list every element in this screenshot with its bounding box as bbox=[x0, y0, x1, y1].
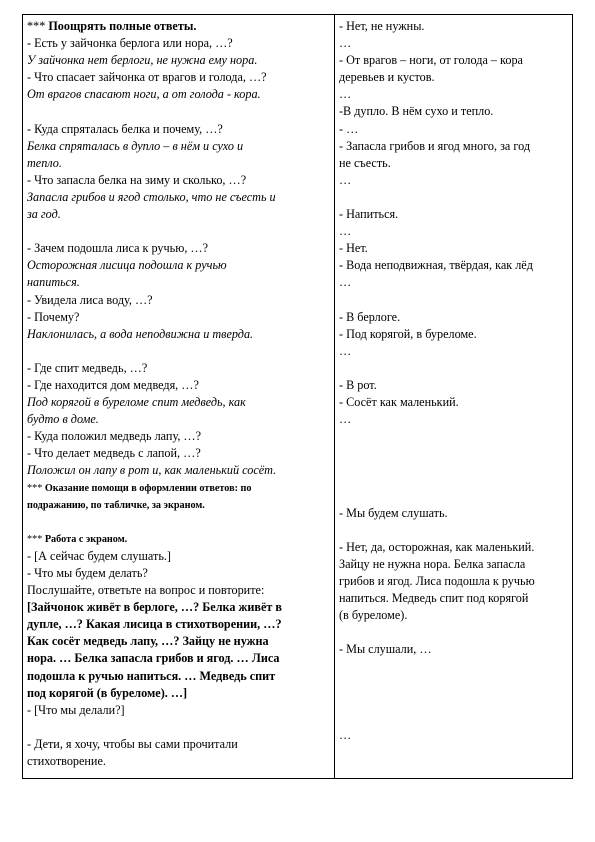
question: - Что мы будем делать? bbox=[27, 566, 148, 580]
sample-answer: Под корягой в буреломе спит медведь, как bbox=[27, 395, 246, 410]
pupil-answer: … bbox=[339, 343, 352, 358]
screen-prompt: Как сосёт медведь лапу, …? Зайцу не нужна bbox=[27, 634, 269, 649]
pupil-answer: не съесть. bbox=[339, 155, 391, 170]
pupil-answer: … bbox=[339, 275, 352, 290]
screen-prompt: подошла к ручью напиться. … Медведь спит bbox=[27, 668, 276, 683]
pupil-answer: Зайцу не нужна нора. Белка запасла bbox=[339, 556, 526, 571]
sample-answer: тепло. bbox=[27, 155, 62, 170]
pupil-answer: … bbox=[339, 87, 352, 102]
pupil-answer: - Сосёт как маленький. bbox=[339, 395, 459, 410]
question: - Увидела лиса воду, …? bbox=[27, 292, 153, 307]
pupil-column bbox=[339, 18, 569, 744]
pupil-answer: деревьев и кустов. bbox=[339, 70, 435, 85]
sample-answer: У зайчонка нет берлоги, не нужна ему нора. bbox=[27, 53, 258, 68]
question: - Есть у зайчонка берлога или нора, …? bbox=[27, 36, 233, 51]
pupil-answer: - От врагов – ноги, от голода – кора bbox=[339, 53, 523, 68]
sample-answer: Положил он лапу в рот и, как маленький сосёт. bbox=[27, 463, 277, 478]
sample-answer: за год. bbox=[27, 207, 61, 222]
sample-answer: Наклонилась, а вода неподвижна и тверда. bbox=[27, 326, 254, 341]
screen-prompt: [Зайчонок живёт в берлоге, …? Белка живёт в bbox=[27, 600, 282, 615]
pupil-answer: - В рот. bbox=[339, 377, 377, 392]
pupil-answer: -В дупло. В нём сухо и тепло. bbox=[339, 104, 494, 119]
sample-answer: От врагов спасают ноги, а от голода - кора. bbox=[27, 87, 261, 102]
sample-answer: Запасла грибов и ягод столько, что не съесть и bbox=[27, 189, 276, 204]
pupil-answer: … bbox=[339, 727, 352, 742]
pupil-answer: - Нет, не нужны. bbox=[339, 19, 425, 33]
pupil-answer: … bbox=[339, 36, 352, 51]
sample-answer: напиться. bbox=[27, 275, 80, 290]
pupil-answer: - Под корягой, в буреломе. bbox=[339, 326, 477, 341]
sample-answer: Осторожная лисица подошла к ручью bbox=[27, 258, 227, 273]
column-divider bbox=[334, 14, 335, 779]
pupil-answer: напиться. Медведь спит под корягой bbox=[339, 591, 529, 606]
pupil-answer: - Нет. bbox=[339, 241, 368, 256]
pupil-answer: - Нет, да, осторожная, как маленький. bbox=[339, 539, 535, 554]
instruction: стихотворение. bbox=[27, 754, 106, 769]
help-stars: *** bbox=[27, 482, 43, 494]
question: - Куда спряталась белка и почему, …? bbox=[27, 121, 223, 136]
pupil-answer: … bbox=[339, 224, 352, 239]
question: - Что делает медведь с лапой, …? bbox=[27, 446, 201, 461]
pupil-answer: - Мы слушали, … bbox=[339, 642, 432, 657]
question: - Почему? bbox=[27, 309, 80, 324]
screen-stars: *** bbox=[27, 533, 43, 545]
header-stars: *** bbox=[27, 19, 46, 33]
pupil-answer: - Мы будем слушать. bbox=[339, 505, 448, 520]
sample-answer: будто в доме. bbox=[27, 412, 99, 427]
screen-prompt: дупле, …? Какая лисица в стихотворении, …? bbox=[27, 617, 282, 632]
pupil-answer: (в буреломе). bbox=[339, 608, 408, 623]
screen-prompt: нора. … Белка запасла грибов и ягод. … Лиса bbox=[27, 651, 280, 666]
question: - Куда положил медведь лапу, …? bbox=[27, 429, 202, 444]
header-title: Поощрять полные ответы. bbox=[48, 19, 197, 33]
teacher-column bbox=[27, 18, 327, 770]
instruction: - Дети, я хочу, чтобы вы сами прочитали bbox=[27, 736, 238, 751]
pupil-answer: … bbox=[339, 412, 352, 427]
question: - Где находится дом медведя, …? bbox=[27, 377, 199, 392]
pupil-answer: - … bbox=[339, 121, 359, 136]
question: - Что запасла белка на зиму и сколько, …? bbox=[27, 172, 247, 187]
pupil-answer: - Напиться. bbox=[339, 207, 399, 222]
pupil-answer: - Вода неподвижная, твёрдая, как лёд bbox=[339, 258, 533, 273]
question: - Где спит медведь, …? bbox=[27, 360, 148, 375]
screen-text: Работа с экраном. bbox=[44, 533, 128, 545]
help-text: подражанию, по табличке, за экраном. bbox=[27, 499, 205, 511]
pupil-answer: - В берлоге. bbox=[339, 309, 401, 324]
pupil-answer: грибов и ягод. Лиса подошла к ручью bbox=[339, 574, 535, 588]
header-line bbox=[27, 18, 327, 35]
help-note bbox=[27, 480, 327, 497]
screen-note bbox=[27, 531, 327, 548]
pupil-answer: … bbox=[339, 172, 352, 187]
sample-answer: Белка спряталась в дупло – в нём и сухо и bbox=[27, 138, 244, 153]
question: - Что спасает зайчонка от врагов и голода, …? bbox=[27, 70, 267, 85]
instruction: Послушайте, ответьте на вопрос и повторите: bbox=[27, 583, 265, 598]
question: - Зачем подошла лиса к ручью, …? bbox=[27, 241, 209, 256]
instruction: - [А сейчас будем слушать.] bbox=[27, 548, 171, 563]
question: - [Что мы делали?] bbox=[27, 702, 125, 717]
help-text: Оказание помощи в оформлении ответов: по bbox=[44, 482, 252, 494]
screen-prompt: под корягой (в буреломе). …] bbox=[27, 685, 188, 700]
pupil-answer: - Запасла грибов и ягод много, за год bbox=[339, 138, 531, 153]
